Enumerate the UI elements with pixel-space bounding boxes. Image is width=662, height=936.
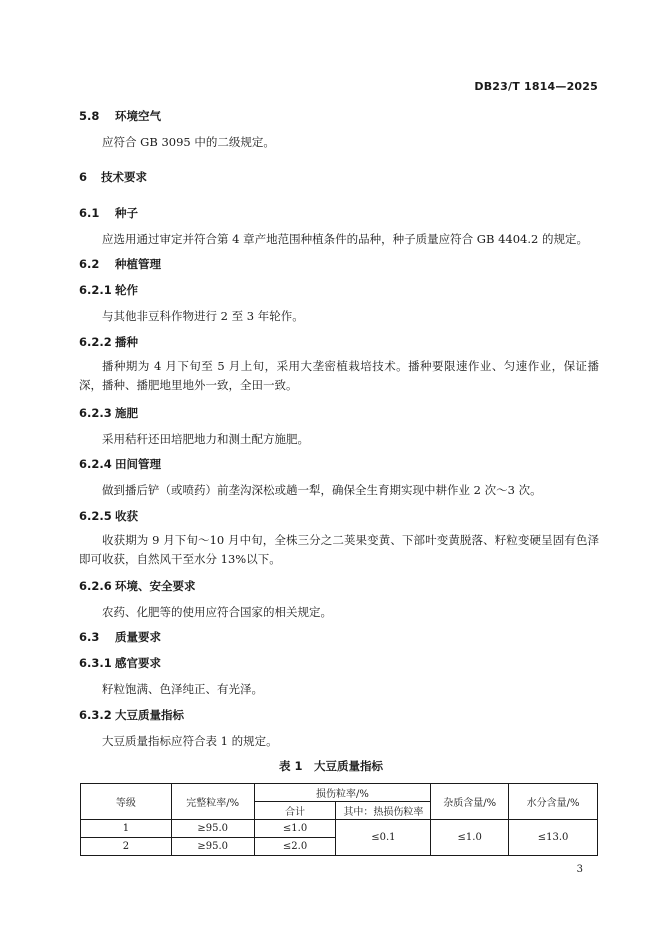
section-number: 6.3.1 (79, 656, 112, 670)
section-heading-6-2-1 (79, 282, 138, 298)
section-heading-6-2-5 (79, 508, 138, 524)
section-heading-6-3 (79, 629, 161, 645)
section-text-6-2-6: 农药、化肥等的使用应符合国家的相关规定。 (102, 605, 332, 619)
section-heading-6-2-4 (79, 456, 161, 472)
section-number: 6.2.3 (79, 406, 112, 420)
cell-grade: 2 (81, 838, 172, 856)
section-heading-5-8 (79, 108, 161, 124)
quality-table (80, 783, 598, 856)
section-title: 大豆质量指标 (115, 708, 184, 722)
header-intact-rate: 完整粒率/% (171, 784, 254, 820)
section-title: 收获 (115, 509, 138, 523)
section-number: 6.3 (79, 630, 100, 644)
section-text-6-2-1: 与其他非豆科作物进行 2 至 3 年轮作。 (102, 309, 304, 323)
section-title: 播种 (115, 335, 138, 349)
header-impurity: 杂质含量/% (431, 784, 509, 820)
section-number: 6.2.6 (79, 579, 112, 593)
section-text-6-2-3: 采用秸秆还田培肥地力和测土配方施肥。 (102, 432, 309, 446)
section-heading-6-3-2 (79, 707, 184, 723)
section-heading-6-3-1 (79, 655, 161, 671)
section-text-6-3-1: 籽粒饱满、色泽纯正、有光泽。 (102, 682, 263, 696)
section-text-5-8: 应符合 GB 3095 中的二级规定。 (102, 135, 275, 149)
section-text-6-2-4: 做到播后铲（或喷药）前垄沟深松或趟一犁，确保全生育期实现中耕作业 2 次～3 次。 (102, 483, 542, 497)
section-text-6-1: 应选用通过审定并符合第 4 章产地范围种植条件的品种，种子质量应符合 GB 4404.2 的规定。 (102, 232, 588, 246)
section-number: 6.3.2 (79, 708, 112, 722)
cell-damaged-total: ≤1.0 (254, 820, 336, 838)
section-title: 田间管理 (115, 457, 161, 471)
section-heading-6 (79, 169, 147, 185)
cell-intact-rate: ≥95.0 (171, 820, 254, 838)
section-title: 感官要求 (115, 656, 161, 670)
section-heading-6-1 (79, 205, 138, 221)
section-heading-6-2-2 (79, 334, 138, 350)
section-number: 6 (79, 170, 88, 184)
header-grade: 等级 (81, 784, 172, 820)
header-moisture: 水分含量/% (509, 784, 598, 820)
cell-moisture: ≤13.0 (509, 820, 598, 856)
cell-grade: 1 (81, 820, 172, 838)
section-title: 技术要求 (101, 170, 147, 184)
header-damaged-rate: 损伤粒率/% (254, 784, 431, 802)
section-number: 6.1 (79, 206, 100, 220)
section-number: 6.2.1 (79, 283, 112, 297)
cell-heat-damaged: ≤0.1 (336, 820, 431, 856)
section-title: 种子 (115, 206, 138, 220)
table-row (81, 820, 598, 838)
cell-damaged-total: ≤2.0 (254, 838, 336, 856)
section-title: 种植管理 (115, 257, 161, 271)
section-number: 6.2.2 (79, 335, 112, 349)
section-number: 6.2.4 (79, 457, 112, 471)
section-title: 环境、安全要求 (115, 579, 196, 593)
section-title: 环境空气 (115, 109, 161, 123)
section-heading-6-2-3 (79, 405, 138, 421)
standard-number: DB23/T 1814—2025 (474, 80, 598, 93)
header-heat-damaged: 其中：热损伤粒率 (336, 802, 431, 820)
table-title: 表 1 大豆质量指标 (278, 759, 383, 773)
section-title: 质量要求 (115, 630, 161, 644)
section-number: 5.8 (79, 109, 100, 123)
section-number: 6.2 (79, 257, 100, 271)
section-text-6-2-5: 收获期为 9 月下旬～10 月中旬，全株三分之二荚果变黄、下部叶变黄脱落、籽粒变硬呈固有色泽即可收获，自然风干至水分 13%以下。 (79, 533, 599, 566)
header-damaged-total: 合计 (254, 802, 336, 820)
section-title: 施肥 (115, 406, 138, 420)
section-text-6-3-2: 大豆质量指标应符合表 1 的规定。 (102, 734, 278, 748)
section-text-6-2-2: 播种期为 4 月下旬至 5 月上旬，采用大垄密植栽培技术。播种要限速作业、匀速作业，保证播深，播种、播肥地里地外一致，全田一致。 (79, 359, 599, 392)
section-number: 6.2.5 (79, 509, 112, 523)
table-header-row (81, 784, 598, 802)
page-number: 3 (576, 864, 583, 875)
section-heading-6-2-6 (79, 578, 196, 594)
cell-intact-rate: ≥95.0 (171, 838, 254, 856)
cell-impurity: ≤1.0 (431, 820, 509, 856)
section-heading-6-2 (79, 256, 161, 272)
section-title: 轮作 (115, 283, 138, 297)
